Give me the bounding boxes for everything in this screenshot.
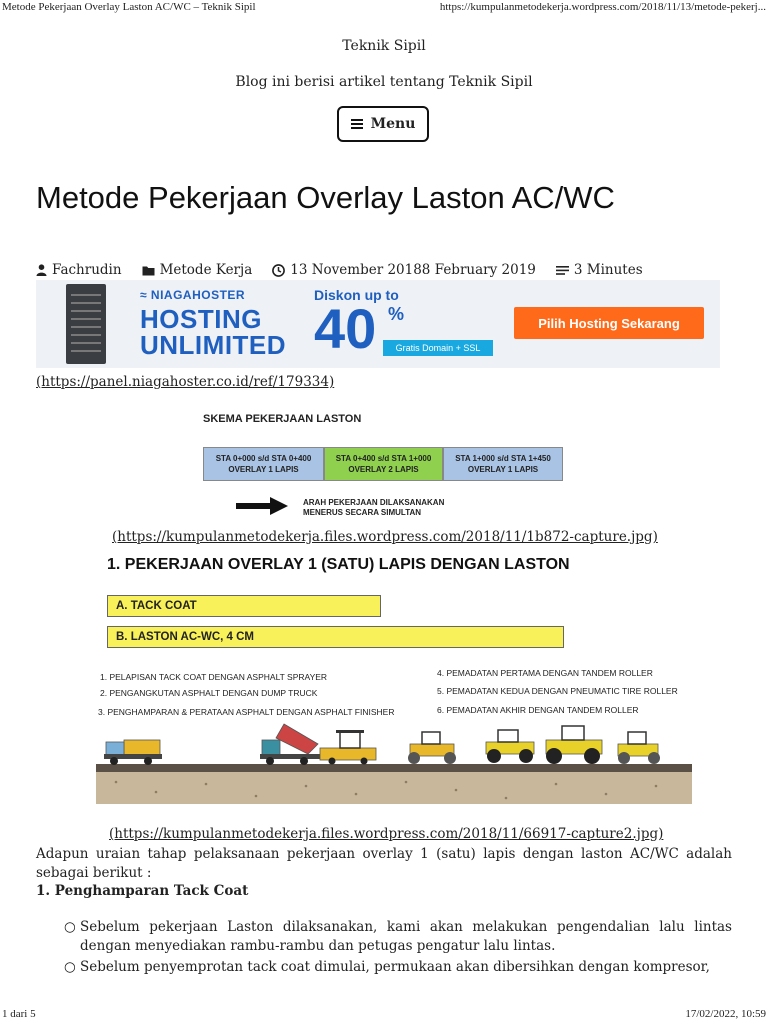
direction-arrow-icon: [236, 497, 288, 515]
post-meta: [36, 262, 643, 278]
intro-paragraph: Adapun uraian tahap pelaksanaan pekerjaan overlay 1 (satu) lapis dengan laston AC/WC adalah sebagai berikut :: [36, 846, 732, 881]
circle-bullet-icon: ○: [64, 919, 76, 935]
folder-icon: [142, 265, 155, 276]
banner-discount-value: 40: [314, 297, 377, 360]
print-header-url: https://kumpulanmetodekerja.wordpress.com/2018/11/13/metode-pekerj...: [439, 1, 766, 13]
meta-date-text: 13 November 20188 February 2019: [290, 262, 536, 278]
step-3: 3. PENGHAMPARAN & PERATAAN ASPHALT DENGAN ASPHALT FINISHER: [98, 707, 395, 717]
pneumatic-tire-roller-icon: [486, 730, 534, 763]
step-6: 6. PEMADATAN AKHIR DENGAN TANDEM ROLLER: [437, 705, 639, 715]
site-title[interactable]: Teknik Sipil: [342, 38, 426, 54]
tandem-roller-icon: [618, 732, 660, 764]
user-icon: [36, 264, 47, 276]
schema-segment-1: STA 0+000 s/d STA 0+400 OVERLAY 1 LAPIS: [203, 447, 324, 481]
step-1: 1. PELAPISAN TACK COAT DENGAN ASPHALT SPRAYER: [100, 672, 328, 682]
meta-reading-time-text: 3 Minutes: [573, 262, 643, 278]
step-5: 5. PEMADATAN KEDUA DENGAN PNEUMATIC TIRE ROLLER: [437, 686, 678, 696]
wave-logo-icon: ≈: [140, 288, 151, 302]
paving-equipment-illustration: [96, 718, 692, 806]
figure2-link[interactable]: (https://kumpulanmetodekerja.files.wordpress.com/2018/11/66917-capture2.jpg): [109, 826, 664, 842]
dump-truck-icon: [260, 724, 320, 765]
meta-category[interactable]: [142, 262, 253, 278]
asphalt-finisher-icon: [320, 730, 376, 765]
overlay-figure-title: 1. PEKERJAAN OVERLAY 1 (SATU) LAPIS DENGAN LASTON: [107, 556, 570, 573]
step-2: 2. PENGANGKUTAN ASPHALT DENGAN DUMP TRUCK: [100, 688, 318, 698]
section-heading: 1. Penghamparan Tack Coat: [36, 883, 249, 899]
page-number: 1 dari 5: [2, 1008, 36, 1020]
hosting-banner-ad[interactable]: [36, 280, 720, 368]
print-timestamp: 17/02/2022, 10:59: [685, 1008, 766, 1020]
banner-headline-2: UNLIMITED: [140, 330, 287, 360]
banner-headline-1: HOSTING: [140, 304, 262, 334]
print-footer: [0, 1006, 768, 1024]
banner-discount-label: Diskon up to: [314, 287, 399, 303]
clock-icon: [272, 264, 285, 277]
schema-segment-3: STA 1+000 s/d STA 1+450 OVERLAY 1 LAPIS: [443, 447, 563, 481]
text-lines-icon: [556, 265, 569, 276]
tack-coat-box: A. TACK COAT: [107, 595, 381, 617]
step-4: 4. PEMADATAN PERTAMA DENGAN TANDEM ROLLER: [437, 668, 653, 678]
tandem-roller-icon: [408, 732, 456, 764]
banner-link[interactable]: (https://panel.niagahoster.co.id/ref/179334): [36, 374, 335, 390]
schema-title: SKEMA PEKERJAAN LASTON: [203, 413, 362, 425]
meta-author[interactable]: [36, 262, 122, 278]
hamburger-icon: [351, 117, 363, 131]
laston-box: B. LASTON AC-WC, 4 CM: [107, 626, 564, 648]
print-header-title: Metode Pekerjaan Overlay Laston AC/WC – Teknik Sipil: [2, 1, 256, 13]
circle-bullet-icon: ○: [64, 959, 76, 975]
menu-button-label: Menu: [370, 116, 416, 132]
banner-brand: ≈ NIAGAHOSTER: [140, 288, 246, 302]
server-rack-icon: [66, 284, 106, 364]
list-item: ○ Sebelum penyemprotan tack coat dimulai, permukaan akan dibersihkan dengan kompresor,: [64, 959, 710, 975]
banner-extras: Gratis Domain + SSL: [383, 340, 493, 356]
banner-discount-unit: %: [388, 304, 405, 324]
print-header: [0, 0, 768, 16]
schema-segment-2: STA 0+400 s/d STA 1+000 OVERLAY 2 LAPIS: [324, 447, 443, 481]
menu-button[interactable]: [337, 106, 429, 142]
figure1-link[interactable]: (https://kumpulanmetodekerja.files.wordpress.com/2018/11/1b872-capture.jpg): [112, 529, 658, 545]
meta-author-name: Fachrudin: [52, 262, 122, 278]
schema-arrow-note: ARAH PEKERJAAN DILAKSANAKAN MENERUS SECARA SIMULTAN: [303, 498, 445, 517]
tandem-roller-icon: [546, 726, 602, 764]
site-description: Blog ini berisi artikel tentang Teknik Sipil: [235, 74, 533, 90]
asphalt-sprayer-icon: [104, 740, 162, 765]
meta-category-name: Metode Kerja: [159, 262, 253, 278]
banner-cta-button[interactable]: Pilih Hosting Sekarang: [514, 307, 704, 339]
meta-reading-time: [556, 262, 643, 278]
list-item: ○ Sebelum pekerjaan Laston dilaksanakan, kami akan melakukan pengendalian lalu lintas dengan menyediakan rambu-rambu dan petugas pengatur lalu lintas.: [64, 919, 732, 954]
post-title: Metode Pekerjaan Overlay Laston AC/WC: [36, 180, 615, 215]
meta-date[interactable]: [272, 262, 536, 278]
